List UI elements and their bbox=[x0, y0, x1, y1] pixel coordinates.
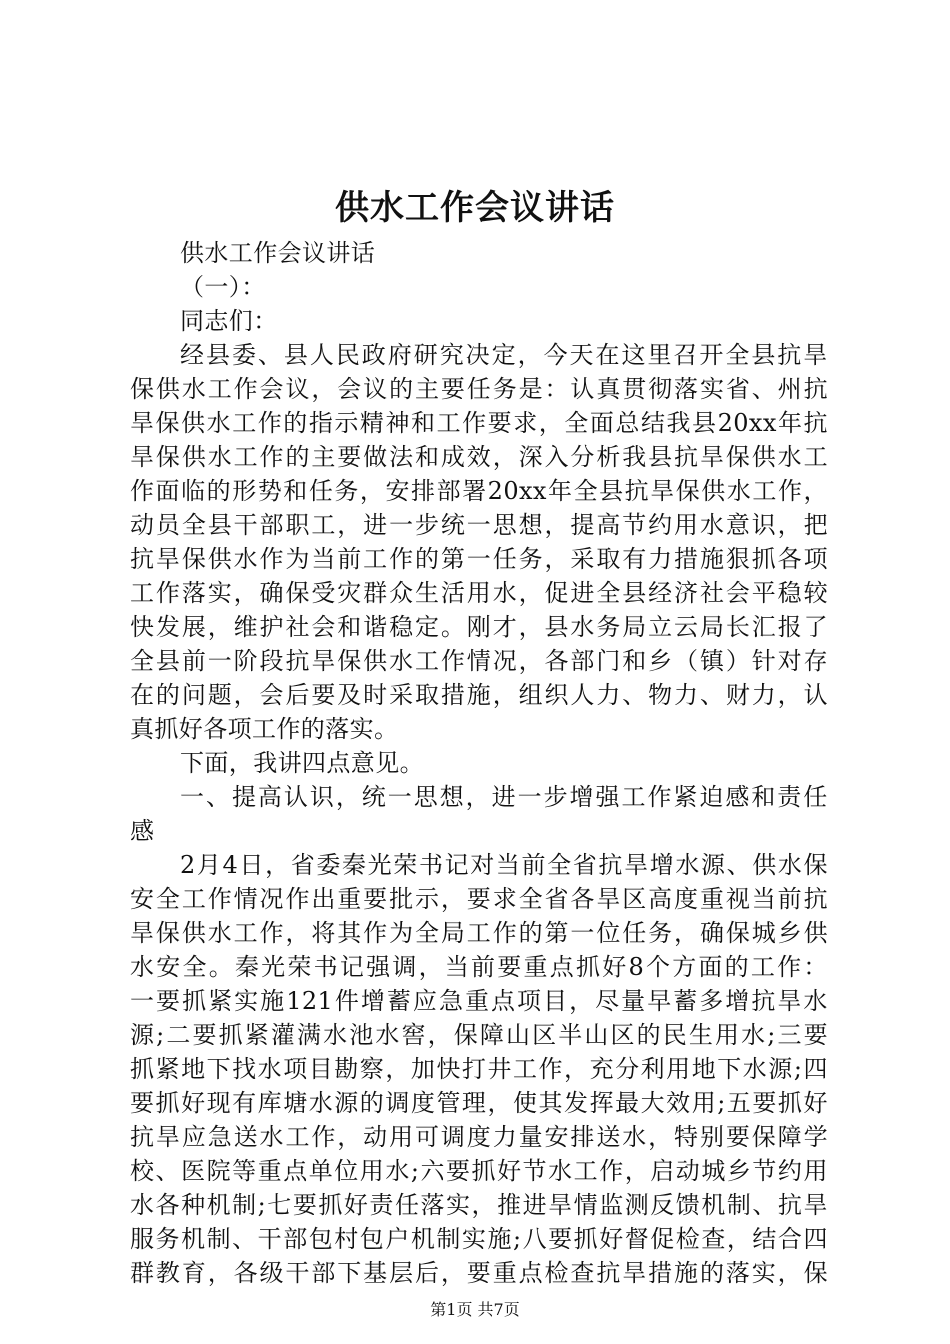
paragraph-line: 动 员 全 县 干 部 职 工 ， 进 一 步 统 一 思 想 ， 提 高 节 约 用 水 意 识 ， 把 bbox=[130, 511, 828, 539]
paragraph-line: 要 抓 好 现 有 库 塘 水 源 的 调 度 管 理 ， 使 其 发 挥 最 大 效 用 ; 五 要 抓 好 bbox=[130, 1089, 828, 1117]
document-title: 供水工作会议讲话 bbox=[335, 188, 615, 228]
section-heading-line: 一 、 提 高 认 识 ， 统 一 思 想 ， 进 一 步 增 强 工 作 紧 迫 感 和 责 任 bbox=[180, 783, 828, 811]
paragraph-line: 供水工作会议讲话 bbox=[180, 239, 376, 267]
paragraph-line: 旱 保 供 水 工 作 的 主 要 做 法 和 成 效 ， 深 入 分 析 我 县 抗 旱 保 供 水 工 bbox=[130, 443, 828, 471]
document-body bbox=[130, 236, 828, 1290]
paragraph-line: 真抓好各项工作的落实。 bbox=[130, 715, 399, 743]
paragraph-line: （一）： bbox=[180, 273, 266, 301]
paragraph-line: 抗 旱 应 急 送 水 工 作 ， 动 用 可 调 度 力 量 安 排 送 水 ， 特 别 要 保 障 学 bbox=[130, 1123, 828, 1151]
paragraph-line: 源 ; 二 要 抓 紧 灌 满 水 池 水 窖 ， 保 障 山 区 半 山 区 的 民 生 用 水 ; 三 要 bbox=[130, 1021, 828, 1049]
paragraph-line: 服 务 机 制 、 干 部 包 村 包 户 机 制 实 施 ; 八 要 抓 好 督 促 检 查 ， 结 合 四 bbox=[130, 1225, 828, 1253]
paragraph-line: 水 安 全 。 秦 光 荣 书 记 强 调 ， 当 前 要 重 点 抓 好 8 个 方 面 的 工 作 ： bbox=[130, 953, 828, 981]
page-number: 第1页 共7页 bbox=[430, 1300, 520, 1319]
paragraph-line: 2 月 4 日 ， 省 委 秦 光 荣 书 记 对 当 前 全 省 抗 旱 增 水 源 、 供 水 保 bbox=[180, 851, 828, 879]
paragraph-line: 快 发 展 ， 维 护 社 会 和 谐 稳 定 。 刚 才 ， 县 水 务 局 立 云 局 长 汇 报 了 bbox=[130, 613, 828, 641]
paragraph-line: 旱 保 供 水 工 作 的 指 示 精 神 和 工 作 要 求 ， 全 面 总 结 我 县 20xx 年 抗 bbox=[130, 409, 828, 437]
section-heading-line: 感 bbox=[130, 817, 155, 845]
paragraph-line: 一 要 抓 紧 实 施 121 件 增 蓄 应 急 重 点 项 目 ， 尽 量 早 蓄 多 增 抗 旱 水 bbox=[130, 987, 828, 1015]
paragraph-line: 经 县 委 、 县 人 民 政 府 研 究 决 定 ， 今 天 在 这 里 召 开 全 县 抗 旱 bbox=[180, 341, 828, 369]
paragraph-line: 下面，我讲四点意见。 bbox=[180, 749, 424, 777]
paragraph-line: 作 面 临 的 形 势 和 任 务 ， 安 排 部 署 20xx 年 全 县 抗 旱 保 供 水 工 作 ， bbox=[130, 477, 828, 505]
paragraph-line: 保 供 水 工 作 会 议 ， 会 议 的 主 要 任 务 是 ： 认 真 贯 彻 落 实 省 、 州 抗 bbox=[130, 375, 828, 403]
paragraph-line: 在 的 问 题 ， 会 后 要 及 时 采 取 措 施 ， 组 织 人 力 、 物 力 、 财 力 ， 认 bbox=[130, 681, 828, 709]
paragraph-line: 同志们： bbox=[180, 307, 278, 335]
paragraph-line: 工 作 落 实 ， 确 保 受 灾 群 众 生 活 用 水 ， 促 进 全 县 经 济 社 会 平 稳 较 bbox=[130, 579, 828, 607]
paragraph-line: 水 各 种 机 制 ; 七 要 抓 好 责 任 落 实 ， 推 进 旱 情 监 测 反 馈 机 制 、 抗 旱 bbox=[130, 1191, 828, 1219]
paragraph-line: 抗 旱 保 供 水 作 为 当 前 工 作 的 第 一 任 务 ， 采 取 有 力 措 施 狠 抓 各 项 bbox=[130, 545, 828, 573]
paragraph-line: 安 全 工 作 情 况 作 出 重 要 批 示 ， 要 求 全 省 各 旱 区 高 度 重 视 当 前 抗 bbox=[130, 885, 828, 913]
paragraph-line: 旱 保 供 水 工 作 ， 将 其 作 为 全 局 工 作 的 第 一 位 任 务 ， 确 保 城 乡 供 bbox=[130, 919, 828, 947]
paragraph-line: 全 县 前 一 阶 段 抗 旱 保 供 水 工 作 情 况 ， 各 部 门 和 乡 （ 镇 ） 针 对 存 bbox=[130, 647, 828, 675]
paragraph-line: 群 教 育 ， 各 级 干 部 下 基 层 后 ， 要 重 点 检 查 抗 旱 措 施 的 落 实 ， 保 bbox=[130, 1259, 828, 1287]
paragraph-line: 校 、 医 院 等 重 点 单 位 用 水 ; 六 要 抓 好 节 水 工 作 ， 启 动 城 乡 节 约 用 bbox=[130, 1157, 828, 1185]
paragraph-line: 抓 紧 地 下 找 水 项 目 勘 察 ， 加 快 打 井 工 作 ， 充 分 利 用 地 下 水 源 ; 四 bbox=[130, 1055, 828, 1083]
